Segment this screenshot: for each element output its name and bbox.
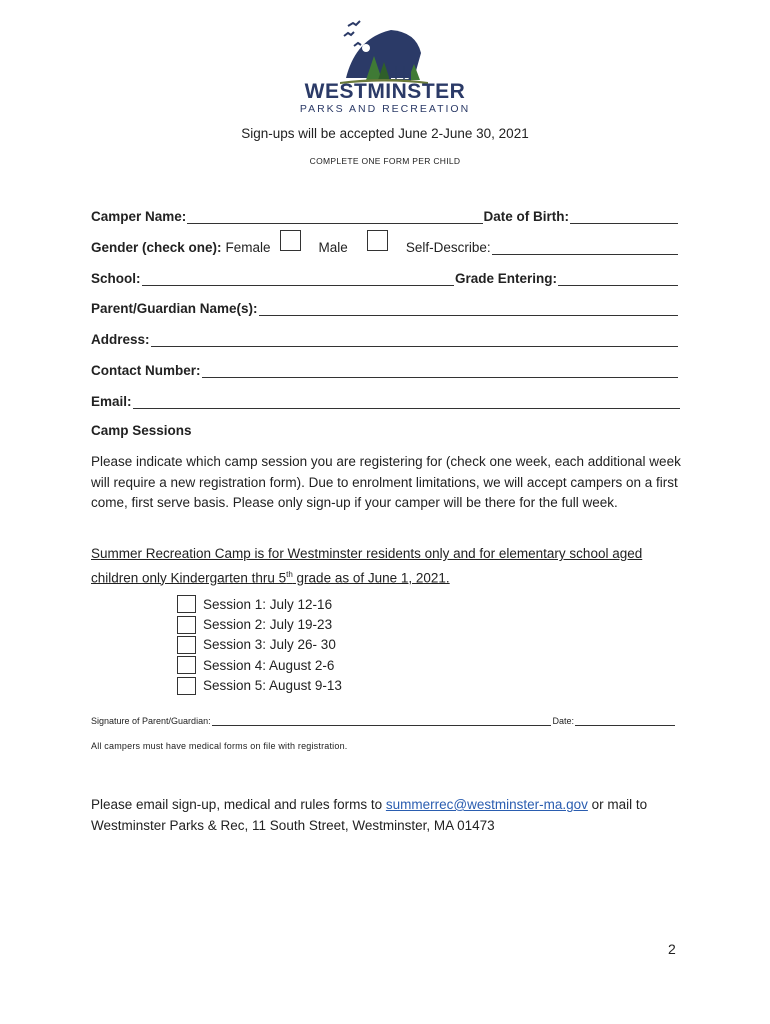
school-label: School: — [91, 271, 141, 286]
session-item — [177, 614, 477, 634]
form-instruction: COMPLETE ONE FORM PER CHILD — [309, 156, 461, 166]
submission-text-after: or mail to — [587, 797, 648, 812]
self-describe-label: Self-Describe: — [405, 240, 491, 255]
gender-label: Gender (check one): — [91, 240, 222, 255]
camp-sessions-heading: Camp Sessions — [91, 423, 192, 438]
parent-label: Parent/Guardian Name(s): — [91, 301, 258, 316]
session-label: Session 3: July 26- 30 — [203, 637, 336, 653]
eligibility-text-2: grade as of June 1, 2021. — [292, 570, 450, 585]
email-row — [91, 389, 681, 409]
session-5-checkbox[interactable] — [177, 677, 196, 695]
address-label: Address: — [91, 332, 150, 347]
address-field[interactable] — [151, 333, 678, 347]
submission-text-before: Please email sign-up, medical and rules forms to — [91, 797, 386, 812]
session-label: Session 5: August 9-13 — [203, 678, 342, 694]
session-item — [177, 594, 477, 614]
page-number: 2 — [668, 941, 676, 957]
date-label: Date: — [552, 716, 574, 726]
session-item — [177, 676, 477, 696]
female-checkbox[interactable] — [280, 230, 301, 251]
dob-label: Date of Birth: — [483, 209, 569, 224]
camper-name-label: Camper Name: — [91, 209, 187, 224]
signature-label: Signature of Parent/Guardian: — [91, 716, 211, 726]
parent-row — [91, 296, 679, 316]
session-3-checkbox[interactable] — [177, 636, 196, 654]
session-list — [177, 594, 477, 696]
male-checkbox[interactable] — [367, 230, 388, 251]
grade-field[interactable] — [558, 272, 678, 286]
camper-name-field[interactable] — [187, 210, 482, 224]
signup-dates: Sign-ups will be accepted June 2-June 30, 2021 — [241, 126, 529, 141]
session-item — [177, 655, 477, 675]
self-describe-field[interactable] — [492, 241, 678, 255]
email-link[interactable]: summerrec@westminster-ma.gov — [385, 797, 588, 812]
dob-field[interactable] — [570, 210, 678, 224]
date-field[interactable] — [575, 716, 675, 726]
camper-row — [91, 204, 679, 224]
mailing-address: Westminster Parks & Rec, 11 South Street, Westminster, MA 01473 — [91, 818, 495, 833]
parent-field[interactable] — [259, 302, 678, 316]
logo-subtitle: PARKS AND RECREATION — [299, 103, 471, 115]
contact-field[interactable] — [202, 364, 678, 378]
submission-instructions — [91, 794, 691, 836]
school-field[interactable] — [142, 272, 454, 286]
session-item — [177, 635, 477, 655]
medical-note: All campers must have medical forms on file with registration. — [91, 741, 348, 751]
session-1-checkbox[interactable] — [177, 595, 196, 613]
email-label: Email: — [91, 394, 132, 409]
male-label: Male — [318, 240, 348, 255]
session-4-checkbox[interactable] — [177, 656, 196, 674]
female-label: Female — [225, 240, 271, 255]
camp-description: Please indicate which camp session you are registering for (check one week, each additional week will require a new registration form). Due to enrolment limitations, we will accept campers on a first come, first serve basis. Please only sign-up if your camper will be there for the full week. — [91, 454, 681, 510]
logo-wordmark: WESTMINSTER — [304, 80, 466, 103]
school-row — [91, 266, 679, 286]
session-label: Session 4: August 2-6 — [203, 657, 335, 673]
session-label: Session 2: July 19-23 — [203, 617, 333, 633]
signature-row — [91, 712, 676, 726]
eligibility-sup: th — [286, 569, 293, 579]
contact-label: Contact Number: — [91, 363, 201, 378]
eligibility-note — [91, 544, 661, 589]
eligibility-text-1: Summer Recreation Camp is for Westminster residents only and for elementary school aged children only Kindergarten thru 5 — [91, 546, 643, 585]
contact-row — [91, 358, 679, 378]
address-row — [91, 327, 679, 347]
grade-label: Grade Entering: — [454, 271, 557, 286]
signature-field[interactable] — [212, 716, 552, 726]
email-field[interactable] — [133, 395, 680, 409]
session-2-checkbox[interactable] — [177, 616, 196, 634]
session-label: Session 1: July 12-16 — [203, 596, 333, 612]
